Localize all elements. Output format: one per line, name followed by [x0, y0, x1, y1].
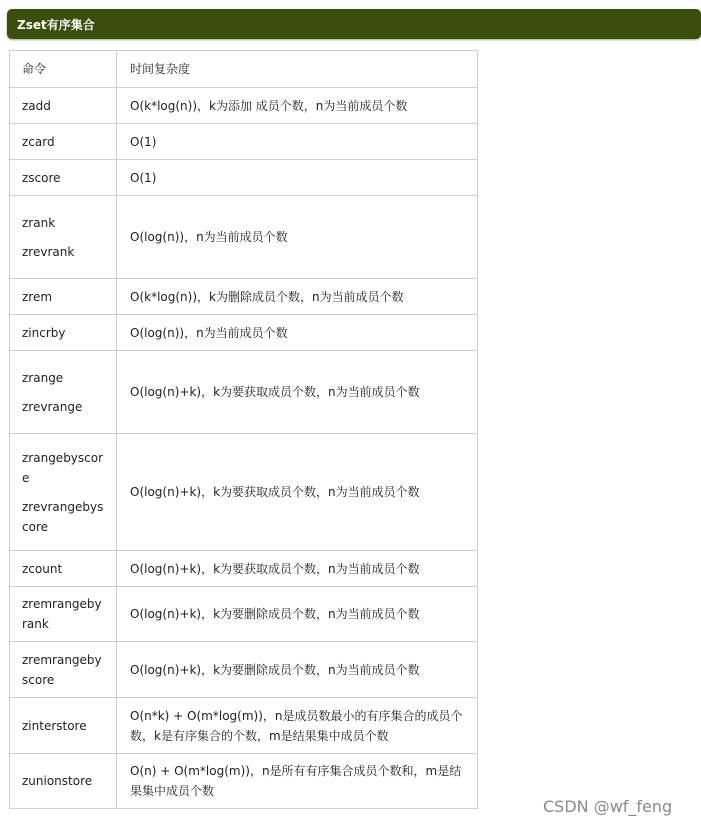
command-name: zrevrangebyscore: [22, 499, 104, 534]
table-row: [10, 551, 478, 587]
command-name: zrange: [22, 370, 64, 385]
complexity-cell: O(k*log(n))，k为添加 成员个数，n为当前成员个数: [117, 88, 478, 124]
table-row: [10, 88, 478, 124]
complexity-cell: O(log(n)+k)，k为要删除成员个数，n为当前成员个数: [117, 642, 478, 698]
watermark: CSDN @wf_feng: [543, 797, 673, 816]
command-cell: [10, 551, 117, 587]
command-name: zremrangebyscore: [22, 652, 102, 687]
table-row: [10, 124, 478, 160]
header-command: 命令: [10, 51, 117, 88]
command-name: zunionstore: [22, 774, 93, 788]
complexity-cell: O(n*k) + O(m*log(m))，n是成员数最小的有序集合的成员个数，k是有序集合的个数，m是结果集中成员个数: [117, 698, 478, 754]
command-cell: [10, 88, 117, 124]
header-complexity: 时间复杂度: [117, 51, 478, 88]
complexity-cell: O(log(n))，n为当前成员个数: [117, 315, 478, 351]
complexity-cell: O(k*log(n))，k为删除成员个数，n为当前成员个数: [117, 279, 478, 315]
command-name: zinterstore: [22, 718, 87, 733]
complexity-cell: O(log(n)+k)，k为要获取成员个数，n为当前成员个数: [117, 434, 478, 551]
command-name: zrevrank: [22, 244, 75, 259]
table-row: [10, 196, 478, 279]
table-row: [10, 698, 478, 754]
command-cell: [10, 124, 117, 160]
command-gap: [22, 388, 104, 397]
command-name: zcount: [22, 561, 63, 576]
command-name: zcard: [22, 134, 55, 149]
table-row: [10, 642, 478, 698]
command-cell: [10, 351, 117, 434]
command-gap: [22, 233, 104, 242]
table-row: [10, 754, 478, 809]
table-row: [10, 434, 478, 551]
command-cell: [10, 434, 117, 551]
command-cell: [10, 279, 117, 315]
command-cell: [10, 698, 117, 754]
command-cell: [10, 315, 117, 351]
complexity-cell: O(n) + O(m*log(m))，n是所有有序集合成员个数和，m是结果集中成员个数: [117, 754, 478, 809]
command-gap: [22, 488, 104, 497]
table-row: [10, 315, 478, 351]
command-name: zrank: [22, 215, 56, 230]
complexity-cell: O(log(n)+k)，k为要删除成员个数，n为当前成员个数: [117, 587, 478, 642]
table-row: [10, 160, 478, 196]
command-cell: [10, 196, 117, 279]
table-row: [10, 351, 478, 434]
command-cell: [10, 160, 117, 196]
table-row: [10, 587, 478, 642]
complexity-cell: O(1): [117, 124, 478, 160]
complexity-table: [9, 50, 478, 809]
section-title-bar: [7, 9, 701, 39]
command-name: zscore: [22, 170, 61, 185]
complexity-cell: O(1): [117, 160, 478, 196]
complexity-cell: O(log(n))，n为当前成员个数: [117, 196, 478, 279]
command-name: zrangebyscore: [22, 450, 104, 485]
table-row: [10, 279, 478, 315]
command-name: zrevrange: [22, 399, 83, 414]
command-cell: [10, 642, 117, 698]
command-name: zadd: [22, 98, 51, 113]
command-name: zremrangebyrank: [22, 597, 102, 631]
command-name: zrem: [22, 289, 53, 304]
command-cell: [10, 587, 117, 642]
table-header-row: [10, 51, 478, 88]
command-name: zincrby: [22, 325, 66, 340]
complexity-cell: O(log(n)+k)，k为要获取成员个数，n为当前成员个数: [117, 351, 478, 434]
complexity-cell: O(log(n)+k)，k为要获取成员个数，n为当前成员个数: [117, 551, 478, 587]
section-title: Zset有序集合: [17, 17, 95, 32]
table-body: [10, 51, 478, 809]
command-cell: [10, 754, 117, 809]
